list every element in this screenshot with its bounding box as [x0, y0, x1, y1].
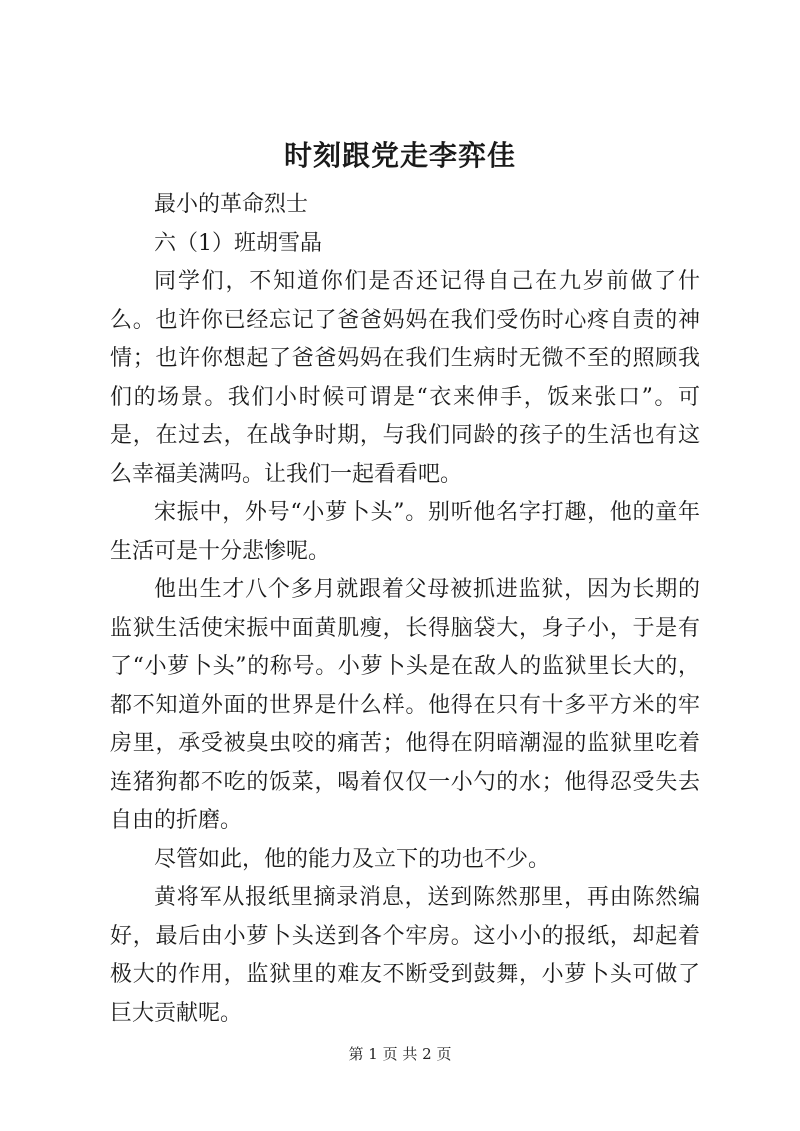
body-paragraph: 同学们，不知道你们是否还记得自己在九岁前做了什么。也许你已经忘记了爸爸妈妈在我们受伤时心疼自责的神情；也许你想起了爸爸妈妈在我们生病时无微不至的照顾我们的场景。我们小时候可谓是“衣来伸手，饭来张口”。可是，在过去，在战争时期，与我们同龄的孩子的生活也有这么幸福美满吗。让我们一起看看吧。	[110, 269, 700, 487]
subtitle-paragraph: 最小的革命烈士	[154, 192, 309, 217]
body-paragraph: 黄将军从报纸里摘录消息，送到陈然那里，再由陈然编好，最后由小萝卜头送到各个牢房。这小小的报纸，却起着极大的作用，监狱里的难友不断受到鼓舞，小萝卜头可做了巨大贡献呢。	[110, 885, 700, 1026]
document-body	[110, 186, 700, 1033]
body-paragraph: 他出生才八个多月就跟着父母被抓进监狱，因为长期的监狱生活使宋振中面黄肌瘦，长得脑袋大，身子小，于是有了“小萝卜头”的称号。小萝卜头是在敌人的监狱里长大的，都不知道外面的世界是什么样。他得在只有十多平方米的牢房里，承受被臭虫咬的痛苦；他得在阴暗潮湿的监狱里吃着连猪狗都不吃的饭菜，喝着仅仅一小勺的水；他得忍受失去自由的折磨。	[110, 577, 700, 833]
body-paragraph: 宋振中，外号“小萝卜头”。别听他名字打趣，他的童年生活可是十分悲惨呢。	[110, 500, 700, 564]
page-footer: 第 1 页 共 2 页	[348, 1045, 452, 1063]
author-paragraph: 六（1）班胡雪晶	[154, 230, 322, 256]
document-title: 时刻跟党走李弈佳	[283, 139, 516, 172]
body-paragraph: 尽管如此，他的能力及立下的功也不少。	[154, 846, 551, 872]
